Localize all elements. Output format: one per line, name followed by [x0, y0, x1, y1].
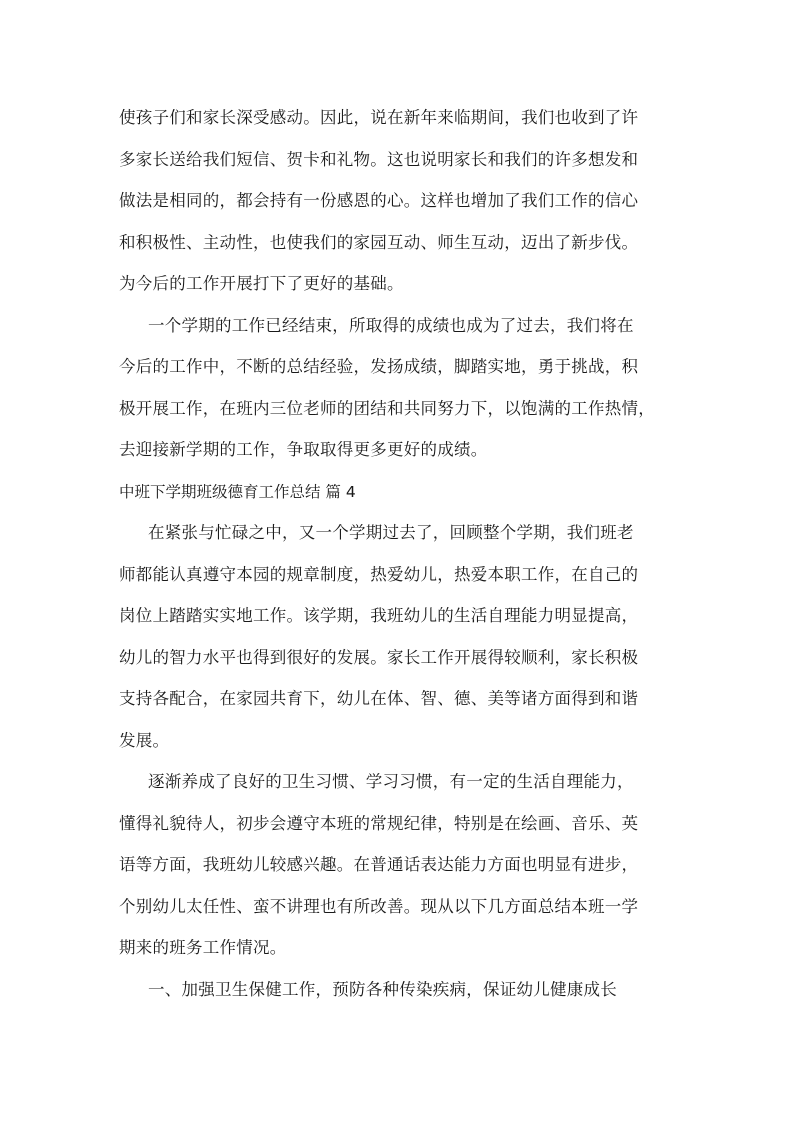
text-line: 岗位上踏踏实实地工作。该学期，我班幼儿的生活自理能力明显提高， — [119, 606, 639, 625]
text-line: 幼儿的智力水平也得到很好的发展。家长工作开展得较顺利，家长积极 — [119, 648, 639, 667]
paragraph-first-line: 一个学期的工作已经结束，所取得的成绩也成为了过去，我们将在 — [148, 316, 634, 335]
text-line: 师都能认真遵守本园的规章制度，热爱幼儿，热爱本职工作，在自己的 — [119, 565, 639, 584]
text-line: 语等方面，我班幼儿较感兴趣。在普通话表达能力方面也明显有进步， — [119, 855, 639, 874]
text-line: 多家长送给我们短信、贺卡和礼物。这也说明家长和我们的许多想发和 — [119, 150, 639, 169]
text-line: 支持各配合，在家园共育下，幼儿在体、智、德、美等诸方面得到和谐 — [119, 689, 639, 708]
text-line: 个别幼儿太任性、蛮不讲理也有所改善。现从以下几方面总结本班一学 — [119, 897, 639, 916]
section-heading: 中班下学期班级德育工作总结 篇 4 — [119, 483, 356, 501]
text-line: 懂得礼貌待人，初步会遵守本班的常规纪律，特别是在绘画、音乐、英 — [119, 814, 639, 833]
text-line: 为今后的工作开展打下了更好的基础。 — [119, 274, 404, 293]
text-line: 使孩子们和家长深受感动。因此，说在新年来临期间，我们也收到了许 — [119, 108, 639, 127]
paragraph-first-line: 在紧张与忙碌之中，又一个学期过去了，回顾整个学期，我们班老 — [148, 523, 634, 542]
text-line: 和积极性、主动性，也使我们的家园互动、师生互动，迈出了新步伐。 — [119, 233, 639, 252]
text-line: 今后的工作中，不断的总结经验，发扬成绩，脚踏实地，勇于挑战，积 — [119, 357, 639, 376]
paragraph-first-line: 逐渐养成了良好的卫生习惯、学习习惯，有一定的生活自理能力， — [148, 772, 634, 791]
text-line: 期来的班务工作情况。 — [119, 938, 287, 957]
paragraph-first-line: 一、加强卫生保健工作，预防各种传染疾病，保证幼儿健康成长 — [148, 980, 617, 999]
text-line: 极开展工作，在班内三位老师的团结和共同努力下，以饱满的工作热情， — [119, 399, 655, 418]
text-line: 去迎接新学期的工作，争取取得更多更好的成绩。 — [119, 440, 488, 459]
text-line: 发展。 — [119, 731, 170, 750]
text-line: 做法是相同的，都会持有一份感恩的心。这样也增加了我们工作的信心 — [119, 191, 639, 210]
